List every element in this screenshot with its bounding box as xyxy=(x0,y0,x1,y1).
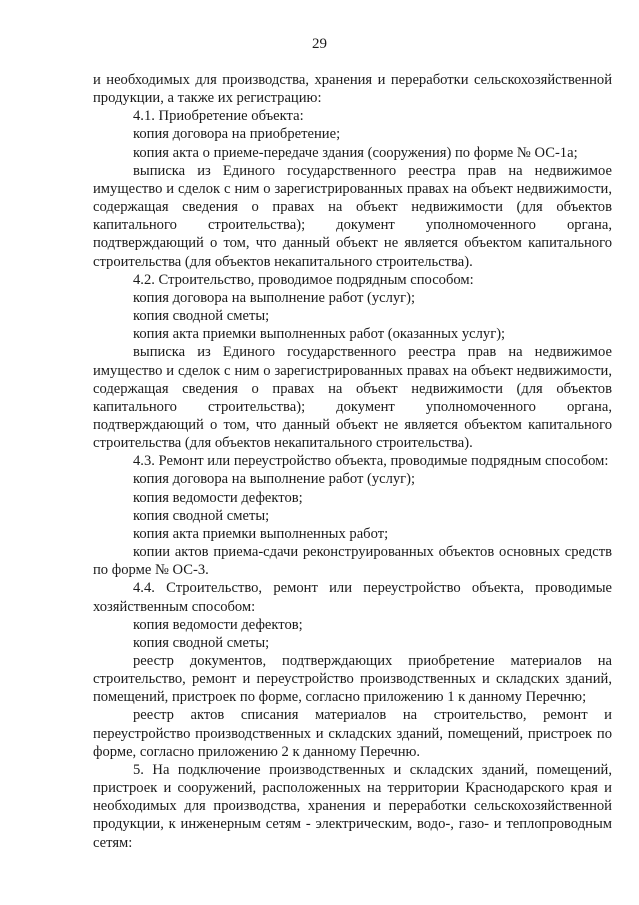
list-item: копия акта приемки выполненных работ; xyxy=(133,525,389,542)
list-item: копия сводной сметы; xyxy=(133,308,270,325)
document-body xyxy=(93,71,612,852)
section-heading-4-1: 4.1. Приобретение объекта: xyxy=(133,108,304,125)
list-item: реестр актов списания материалов на строительство, ремонт и переустройство производственных и складских зданий, помещений, пристроек по форме, согласно приложению 2 к данному Перечню. xyxy=(93,707,612,760)
list-item: копия акта приемки выполненных работ (оказанных услуг); xyxy=(133,326,506,343)
list-item: копия ведомости дефектов; xyxy=(133,616,303,633)
section-heading-4-2: 4.2. Строительство, проводимое подрядным способом: xyxy=(133,271,474,288)
list-item: копия акта о приеме-передаче здания (сооружения) по форме № ОС-1а; xyxy=(133,144,578,161)
list-item: копия договора на приобретение; xyxy=(133,126,341,143)
list-item: выписка из Единого государственного реестра прав на недвижимое имущество и сделок с ним о зарегистрированных правах на объект недвижимости, содержащая сведения о правах на объект недвижимости (для объектов капитального строительства); документ уполномоченного органа, подтверждающий о том, что данный объект не является объектом капитального строительства (для объектов некапитального строительства). xyxy=(93,162,612,270)
paragraph-continuation: и необходимых для производства, хранения и переработки сельскохозяйственной продукции, а также их регистрацию: xyxy=(93,72,612,107)
list-item: копии актов приема-сдачи реконструированных объектов основных средств по форме № ОС-3. xyxy=(93,544,612,579)
list-item: выписка из Единого государственного реестра прав на недвижимое имущество и сделок с ним о зарегистрированных правах на объект недвижимости, содержащая сведения о правах на объект недвижимости (для объектов капитального строительства); документ уполномоченного органа, подтверждающий о том, что данный объект не является объектом капитального строительства (для объектов некапитального строительства). xyxy=(93,344,612,452)
list-item: копия договора на выполнение работ (услуг); xyxy=(133,471,416,488)
list-item: копия сводной сметы; xyxy=(133,634,270,651)
list-item: реестр документов, подтверждающих приобретение материалов на строительство, ремонт и переустройство производственных и складских зданий, помещений, пристроек по форме, согласно приложению 1 к данному Перечню; xyxy=(93,653,612,706)
list-item: копия сводной сметы; xyxy=(133,507,270,524)
list-item: копия ведомости дефектов; xyxy=(133,489,303,506)
section-heading-4-3: 4.3. Ремонт или переустройство объекта, проводимые подрядным способом: xyxy=(133,453,609,470)
page-number: 29 xyxy=(312,36,327,52)
list-item: копия договора на выполнение работ (услуг); xyxy=(133,289,416,306)
section-heading-5: 5. На подключение производственных и складских зданий, помещений, пристроек и сооружений, расположенных на территории Краснодарского края и необходимых для производства, хранения и переработки сельскохозяйственной продукции, к инженерным сетям - электрическим, водо-, газо- и теплопроводным сетям: xyxy=(93,761,612,851)
section-heading-4-4: 4.4. Строительство, ремонт или переустройство объекта, проводимые хозяйственным способом: xyxy=(93,580,612,615)
